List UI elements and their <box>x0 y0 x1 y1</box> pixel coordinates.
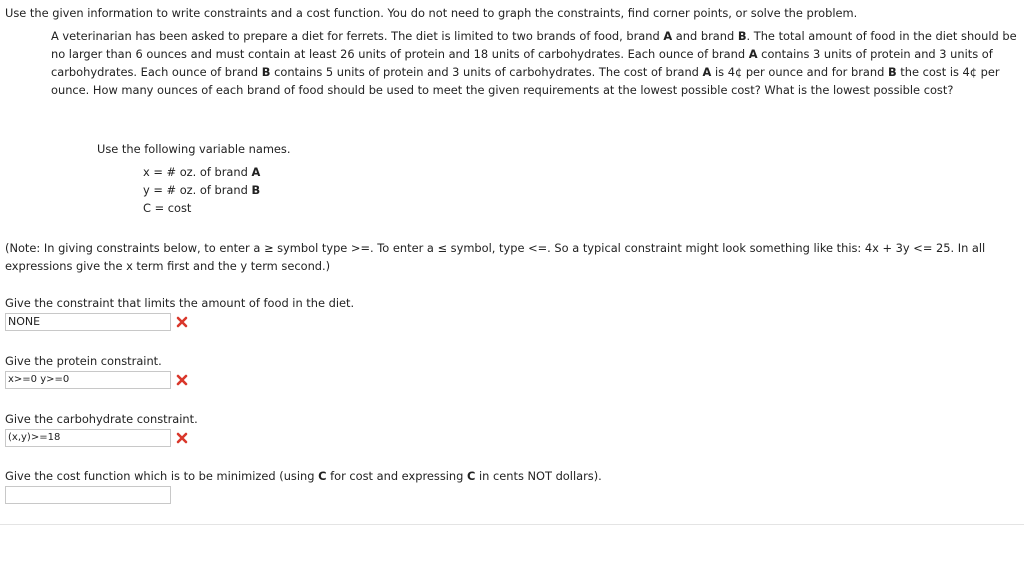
variable-x-text: x = # oz. of brand <box>143 165 252 179</box>
brand-b-label: B <box>737 29 747 43</box>
brand-b-label: B <box>887 65 897 79</box>
variable-c: C = cost <box>143 201 192 215</box>
divider <box>0 524 1024 525</box>
brand-b-label: B <box>261 65 271 79</box>
cost-variable-c: C <box>318 469 327 483</box>
cost-variable-c: C <box>467 469 476 483</box>
cost-function-input[interactable] <box>5 486 171 504</box>
problem-text: contains 3 units of protein and 3 units of carbohydrates. Each ounce of brand <box>51 47 993 79</box>
problem-text: . The total amount of food in the diet should be no larger than 6 ounces and must contain at least 26 units of protein and 18 units of carbohydrates. Each ounce of brand <box>51 29 1017 61</box>
cost-label-text: in cents NOT dollars). <box>475 469 602 483</box>
incorrect-x-icon <box>176 432 190 446</box>
variable-y-brand: B <box>251 183 261 197</box>
brand-a-label: A <box>702 65 712 79</box>
food-constraint-input[interactable] <box>5 313 171 331</box>
problem-text: and brand <box>672 29 738 43</box>
variables-intro: Use the following variable names. <box>97 142 291 156</box>
problem-statement <box>51 27 1017 99</box>
incorrect-x-icon <box>176 374 190 388</box>
carbohydrate-constraint-input[interactable] <box>5 429 171 447</box>
problem-text: the cost is 4¢ per ounce. How many ounces of each brand of food should be used to meet the given requirements at the lowest possible cost? What is the lowest possible cost? <box>51 65 1000 97</box>
variable-y <box>143 181 260 199</box>
variable-x <box>143 163 260 181</box>
incorrect-x-icon <box>176 316 190 330</box>
problem-text: contains 5 units of protein and 3 units of carbohydrates. The cost of brand <box>270 65 703 79</box>
variable-y-text: y = # oz. of brand <box>143 183 252 197</box>
instructions: Use the given information to write constraints and a cost function. You do not need to graph the constraints, find corner points, or solve the problem. <box>5 6 858 20</box>
protein-constraint-label: Give the protein constraint. <box>5 354 162 368</box>
cost-function-label <box>5 467 602 485</box>
food-constraint-label: Give the constraint that limits the amount of food in the diet. <box>5 296 355 310</box>
problem-text: A veterinarian has been asked to prepare a diet for ferrets. The diet is limited to two brands of food, brand <box>51 29 664 43</box>
cost-label-text: for cost and expressing <box>326 469 467 483</box>
cost-label-text: Give the cost function which is to be minimized (using <box>5 469 319 483</box>
problem-text: is 4¢ per ounce and for brand <box>711 65 888 79</box>
variable-x-brand: A <box>251 165 261 179</box>
carbohydrate-constraint-label: Give the carbohydrate constraint. <box>5 412 198 426</box>
brand-a-label: A <box>663 29 673 43</box>
note: (Note: In giving constraints below, to enter a ≥ symbol type >=. To enter a ≤ symbol, type <=. So a typical constraint might look something like this: 4x + 3y <= 25. In all expressions give the x term first and the y term second.) <box>5 241 986 273</box>
protein-constraint-input[interactable] <box>5 371 171 389</box>
brand-a-label: A <box>748 47 758 61</box>
